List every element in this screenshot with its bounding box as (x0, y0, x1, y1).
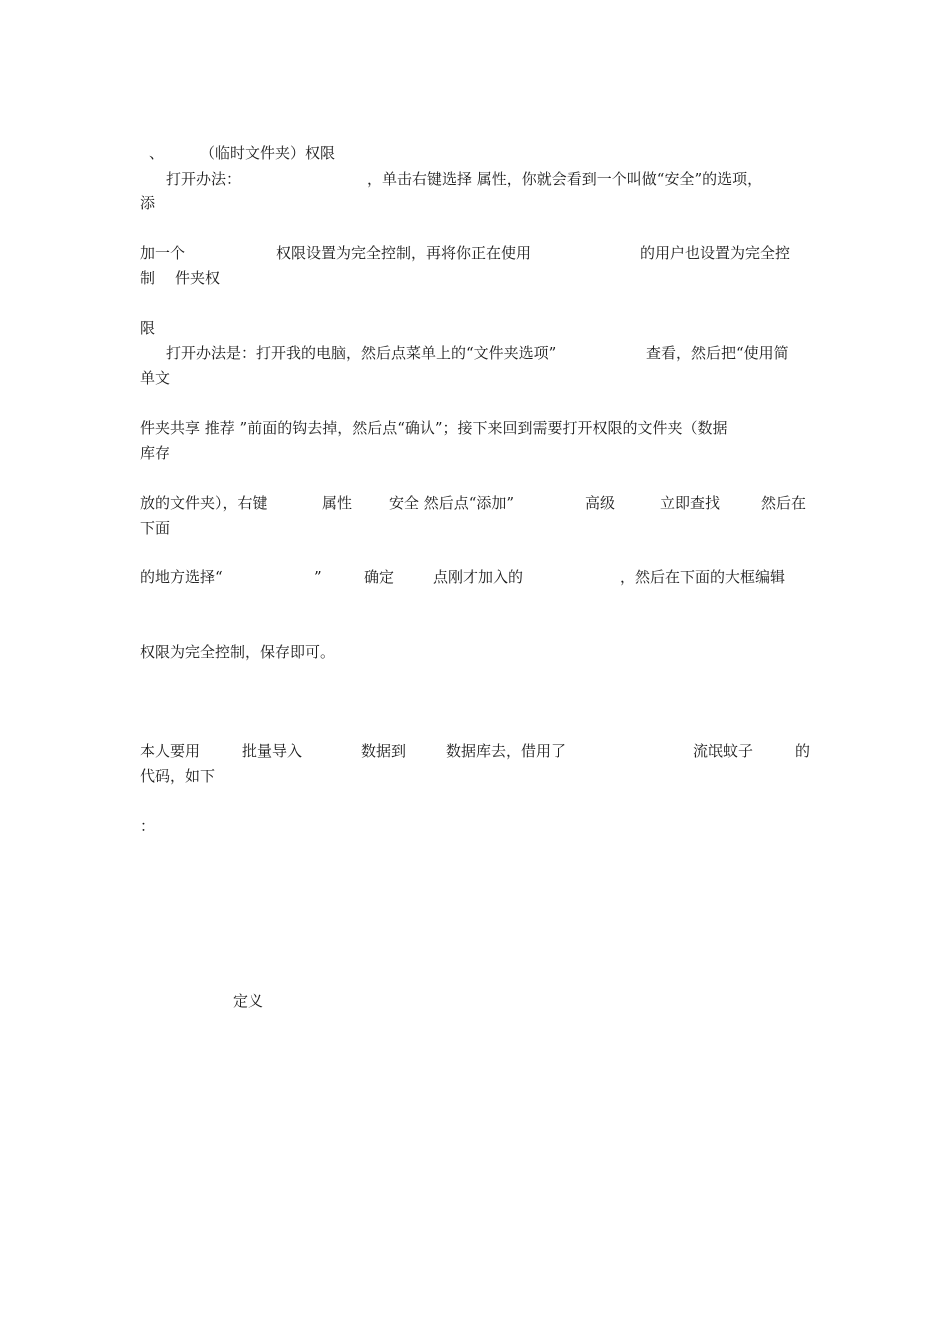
text-run: 代码，如下 (140, 767, 216, 785)
text-run: 件夹权 (175, 269, 221, 287)
text-run: 的用户也设置为完全控 (640, 244, 791, 262)
text-run: ： (140, 817, 156, 835)
text-run: 库存 (140, 444, 171, 462)
text-run: ，单击右键选择 属性，你就会看到一个叫做“安全”的选项， (367, 170, 763, 188)
text-run: 放的文件夹），右键 (140, 494, 268, 512)
text-run: 然后在 (761, 494, 807, 512)
text-run: 查看，然后把“使用简 (646, 344, 789, 362)
text-run: 立即查找 (660, 494, 721, 512)
text-run: 流氓蚊子 (693, 742, 754, 760)
text-run: 单文 (140, 369, 171, 387)
text-run: 数据库去，借用了 (446, 742, 567, 760)
text-run: 定义 (233, 992, 264, 1010)
text-run: 打开办法： (166, 170, 242, 188)
text-run: 安全 然后点“添加” (389, 494, 515, 512)
text-run: ，然后在下面的大框编辑 (620, 568, 786, 586)
text-run: 件夹共享 推荐 ”前面的钩去掉，然后点“确认”；接下来回到需要打开权限的文件夹（数据 (140, 419, 728, 437)
text-run: 限 (140, 319, 156, 337)
text-run: 本人要用 (140, 742, 201, 760)
text-run: ” (314, 568, 322, 586)
section-heading: （临时文件夹）权限 (200, 144, 336, 162)
text-run: 点刚才加入的 (433, 568, 524, 586)
text-run: 添 (140, 194, 156, 212)
heading-mark: 、 (149, 144, 165, 162)
text-run: 确定 (364, 568, 395, 586)
text-run: 的地方选择“ (140, 568, 223, 586)
text-run: 批量导入 (242, 742, 303, 760)
text-run: 权限为完全控制，保存即可。 (140, 643, 336, 661)
text-run: 加一个 (140, 244, 186, 262)
text-run: 制 (140, 269, 156, 287)
text-run: 下面 (140, 519, 171, 537)
text-run: 高级 (585, 494, 616, 512)
text-run: 属性 (322, 494, 353, 512)
text-run: 打开办法是：打开我的电脑，然后点菜单上的“文件夹选项” (166, 344, 557, 362)
text-run: 数据到 (361, 742, 407, 760)
text-run: 的 (795, 742, 811, 760)
text-run: 权限设置为完全控制，再将你正在使用 (276, 244, 532, 262)
